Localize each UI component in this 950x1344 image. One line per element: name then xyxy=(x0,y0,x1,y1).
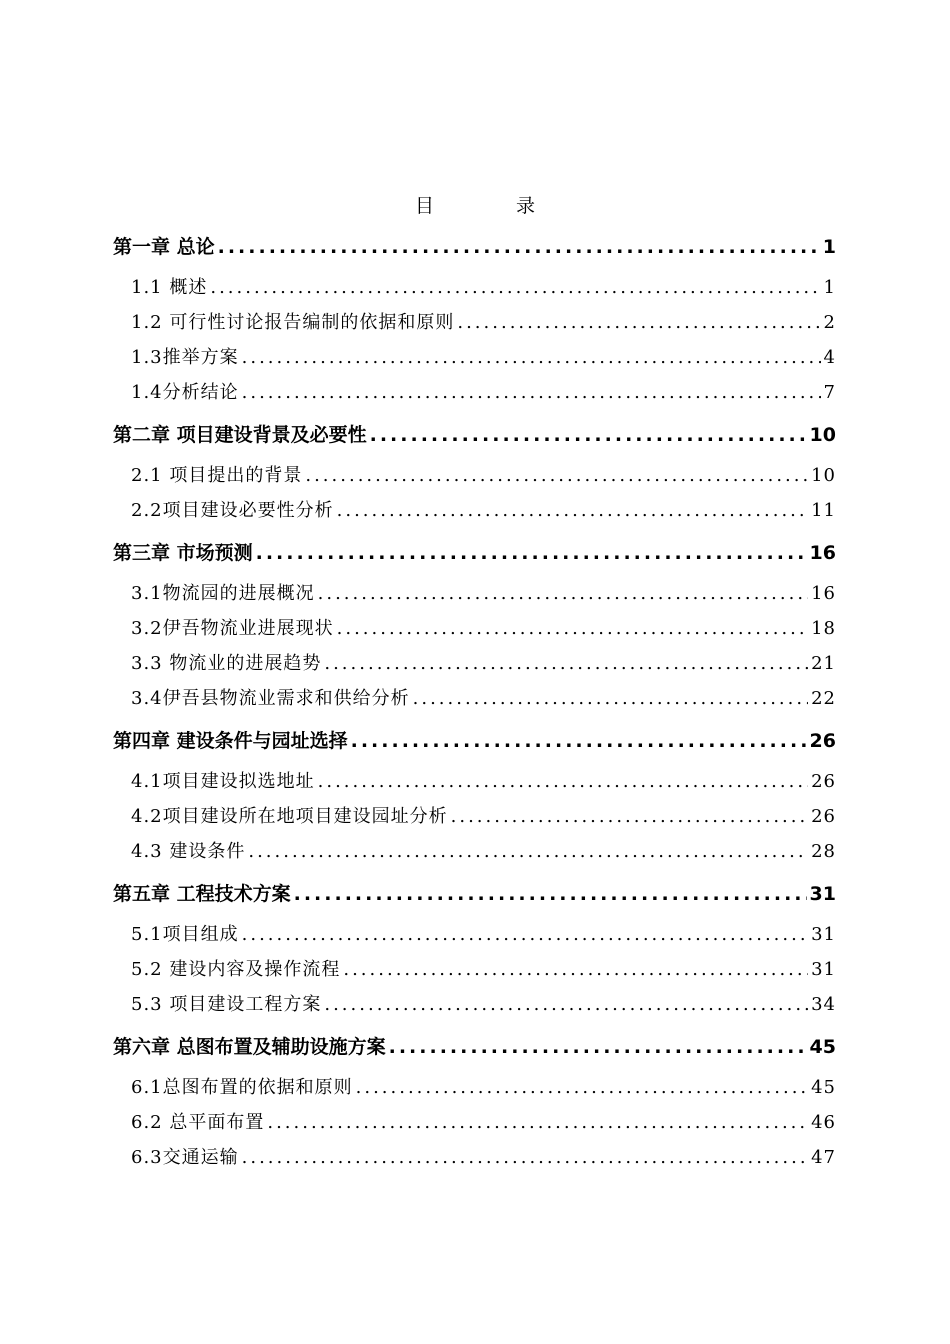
toc-leader-dots xyxy=(370,418,807,452)
toc-section-entry[interactable] xyxy=(113,1140,836,1175)
toc-section-entry[interactable] xyxy=(113,987,836,1022)
toc-entry-label: 3.3 物流业的进展趋势 xyxy=(131,653,322,674)
toc-section-entry[interactable] xyxy=(113,1070,836,1105)
toc-page-number: 21 xyxy=(811,653,836,674)
toc-section-entry[interactable] xyxy=(113,576,836,611)
toc-section-entry[interactable] xyxy=(113,917,836,952)
toc-leader-dots xyxy=(413,681,808,716)
toc-entry-label: 3.1物流园的进展概况 xyxy=(131,583,315,604)
toc-entry-label: 1.4分析结论 xyxy=(131,382,239,403)
toc-chapter-entry[interactable] xyxy=(113,536,836,570)
toc-page-number: 28 xyxy=(811,841,836,862)
toc-page-number: 16 xyxy=(809,542,836,564)
toc-section-entry[interactable] xyxy=(113,493,836,528)
toc-leader-dots xyxy=(389,1030,807,1064)
toc-entry-label: 1.2 可行性讨论报告编制的依据和原则 xyxy=(131,312,455,333)
toc-leader-dots xyxy=(451,799,808,834)
toc-page-number: 10 xyxy=(809,424,836,446)
toc-entry-label: 第五章 工程技术方案 xyxy=(113,883,291,905)
toc-leader-dots xyxy=(351,724,807,758)
toc-entry-label: 4.1项目建设拟选地址 xyxy=(131,771,315,792)
toc-page-number: 45 xyxy=(811,1077,836,1098)
toc-section-entry[interactable] xyxy=(113,952,836,987)
toc-page-number: 26 xyxy=(809,730,836,752)
toc-page-number: 7 xyxy=(823,382,836,403)
toc-entry-label: 1.3推举方案 xyxy=(131,347,239,368)
toc-section-entry[interactable] xyxy=(113,764,836,799)
toc-leader-dots xyxy=(242,1140,808,1175)
toc-page-number: 2 xyxy=(823,312,836,333)
toc-page-number: 10 xyxy=(811,465,836,486)
toc-leader-dots xyxy=(356,1070,808,1105)
toc-page-number: 18 xyxy=(811,618,836,639)
toc-section-entry[interactable] xyxy=(113,270,836,305)
toc-entry-label: 2.1 项目提出的背景 xyxy=(131,465,303,486)
toc-entry-label: 第二章 项目建设背景及必要性 xyxy=(113,424,367,446)
toc-leader-dots xyxy=(248,834,808,869)
toc-entry-label: 1.1 概述 xyxy=(131,277,208,298)
toc-leader-dots xyxy=(318,576,808,611)
toc-entry-label: 第六章 总图布置及辅助设施方案 xyxy=(113,1036,386,1058)
toc-entry-label: 6.1总图布置的依据和原则 xyxy=(131,1077,353,1098)
toc-leader-dots xyxy=(337,611,808,646)
toc-entry-label: 6.2 总平面布置 xyxy=(131,1112,265,1133)
toc-page-number: 26 xyxy=(811,771,836,792)
toc-chapter-entry[interactable] xyxy=(113,877,836,911)
toc-page-number: 16 xyxy=(811,583,836,604)
toc-page-number: 46 xyxy=(811,1112,836,1133)
page-title: 目 录 xyxy=(414,195,574,217)
toc-page-number: 31 xyxy=(811,924,836,945)
toc-section-entry[interactable] xyxy=(113,799,836,834)
toc-page-number: 34 xyxy=(811,994,836,1015)
toc-page-number: 31 xyxy=(811,959,836,980)
toc-section-entry[interactable] xyxy=(113,458,836,493)
toc-chapter-entry[interactable] xyxy=(113,1030,836,1064)
toc-section-entry[interactable] xyxy=(113,1105,836,1140)
toc-leader-dots xyxy=(242,917,808,952)
toc-page-number: 4 xyxy=(823,347,836,368)
toc-entry-label: 5.3 项目建设工程方案 xyxy=(131,994,322,1015)
toc-section-entry[interactable] xyxy=(113,646,836,681)
toc-page-number: 45 xyxy=(809,1036,836,1058)
toc-leader-dots xyxy=(242,340,821,375)
toc-section-entry[interactable] xyxy=(113,681,836,716)
toc-entry-label: 3.2伊吾物流业进展现状 xyxy=(131,618,334,639)
toc-leader-dots xyxy=(324,646,808,681)
toc-section-entry[interactable] xyxy=(113,375,836,410)
toc-leader-dots xyxy=(337,493,808,528)
toc-chapter-entry[interactable] xyxy=(113,724,836,758)
toc-entry-label: 2.2项目建设必要性分析 xyxy=(131,500,334,521)
toc-section-entry[interactable] xyxy=(113,305,836,340)
toc-page-number: 1 xyxy=(823,277,836,298)
toc-chapter-entry[interactable] xyxy=(113,230,836,264)
toc-entry-label: 4.2项目建设所在地项目建设园址分析 xyxy=(131,806,448,827)
toc-leader-dots xyxy=(324,987,808,1022)
toc-leader-dots xyxy=(218,230,820,264)
toc-page-number: 26 xyxy=(811,806,836,827)
toc-leader-dots xyxy=(210,270,820,305)
toc-entry-label: 第一章 总论 xyxy=(113,236,215,258)
toc-page-number: 47 xyxy=(811,1147,836,1168)
toc-page-number: 11 xyxy=(811,500,836,521)
toc-leader-dots xyxy=(457,305,820,340)
toc-entry-label: 6.3交通运输 xyxy=(131,1147,239,1168)
toc-entry-label: 5.2 建设内容及操作流程 xyxy=(131,959,341,980)
toc-leader-dots xyxy=(305,458,808,493)
toc-leader-dots xyxy=(242,375,821,410)
toc-leader-dots xyxy=(267,1105,808,1140)
toc-section-entry[interactable] xyxy=(113,611,836,646)
toc-entry-label: 第四章 建设条件与园址选择 xyxy=(113,730,348,752)
toc-leader-dots xyxy=(256,536,807,570)
toc-page-number: 1 xyxy=(822,236,836,258)
toc-section-entry[interactable] xyxy=(113,340,836,375)
toc-chapter-entry[interactable] xyxy=(113,418,836,452)
toc-entry-label: 3.4伊吾县物流业需求和供给分析 xyxy=(131,688,410,709)
toc-section-entry[interactable] xyxy=(113,834,836,869)
toc-page-number: 31 xyxy=(809,883,836,905)
toc-leader-dots xyxy=(318,764,808,799)
toc-page-number: 22 xyxy=(811,688,836,709)
toc-leader-dots xyxy=(294,877,807,911)
toc-entry-label: 4.3 建设条件 xyxy=(131,841,246,862)
table-of-contents xyxy=(113,230,836,1175)
toc-leader-dots xyxy=(343,952,808,987)
toc-entry-label: 5.1项目组成 xyxy=(131,924,239,945)
toc-entry-label: 第三章 市场预测 xyxy=(113,542,253,564)
